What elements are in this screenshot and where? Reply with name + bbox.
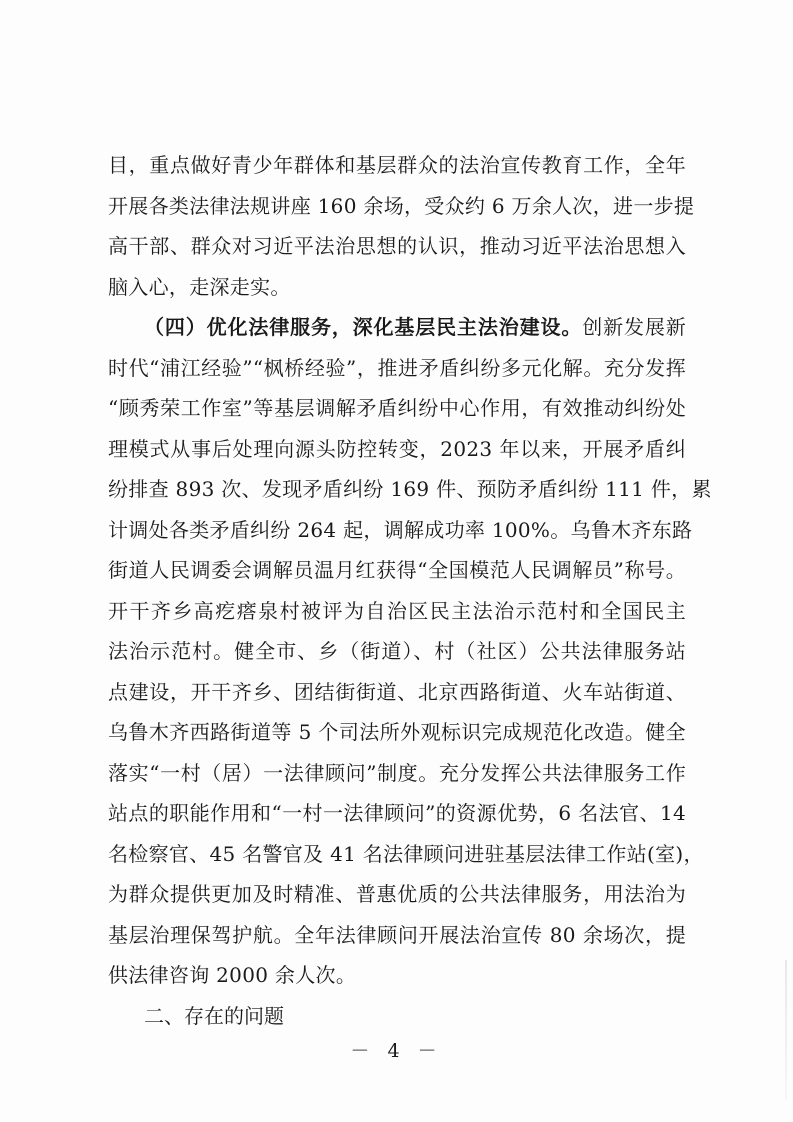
text-line: 法治示范村。健全市、乡（街道）、村（社区）公共法律服务站 xyxy=(108,639,686,663)
text-line: 点建设，开干齐乡、团结街街道、北京西路街道、火车站街道、 xyxy=(108,679,686,704)
text-line-first xyxy=(108,307,686,348)
text-line: 目，重点做好青少年群体和基层群众的法治宣传教育工作，全年 xyxy=(108,153,686,177)
text-fragment: 创新发展新 xyxy=(582,315,686,339)
scan-edge-mark xyxy=(785,960,787,1100)
text-line: 站点的职能作用和“一村一法律顾问”的资源优势，6 名法官、14 xyxy=(108,801,686,825)
text-line: 理模式从事后处理向源头防控转变，2023 年以来，开展矛盾纠 xyxy=(108,436,686,461)
text-line: 落实“一村（居）一法律顾问”制度。充分发挥公共法律服务工作 xyxy=(108,760,686,785)
text-line: 时代“浦江经验”“枫桥经验”，推进矛盾纠纷多元化解。充分发挥 xyxy=(108,355,686,380)
text-line: “顾秀荣工作室”等基层调解矛盾纠纷中心作用，有效推动纠纷处 xyxy=(108,396,686,420)
text-line: 为群众提供更加及时精准、普惠优质的公共法律服务，用法治为 xyxy=(108,882,686,906)
body-text xyxy=(108,145,712,1036)
text-line: 高干部、群众对习近平法治思想的认识，推动习近平法治思想入 xyxy=(108,234,686,258)
text-line: 名检察官、45 名警官及 41 名法律顾问进驻基层法律工作站(室)， xyxy=(108,841,704,866)
text-line: 脑入心，走深走实。 xyxy=(108,274,291,299)
text-line: 供法律咨询 2000 余人次。 xyxy=(108,963,357,987)
text-line: 开展各类法律法规讲座 160 余场，受众约 6 万余人次，进一步提 xyxy=(108,193,695,218)
page-number: － 4 － xyxy=(350,1040,443,1062)
paragraph-education xyxy=(108,145,695,307)
text-line: 乌鲁木齐西路街道等 5 个司法所外观标识完成规范化改造。健全 xyxy=(108,720,686,744)
text-line: 纷排查 893 次、发现矛盾纠纷 169 件、预防矛盾纠纷 111 件，累 xyxy=(108,477,712,501)
text-line: 基层治理保驾护航。全年法律顾问开展法治宣传 80 余场次，提 xyxy=(108,922,686,947)
section-heading: 二、存在的问题 xyxy=(144,1003,284,1028)
paragraph-legal-services xyxy=(108,307,712,996)
text-line: 开干齐乡高疙瘩泉村被评为自治区民主法治示范村和全国民主 xyxy=(108,598,686,623)
text-line: 计调处各类矛盾纠纷 264 起，调解成功率 100%。乌鲁木齐东路 xyxy=(108,517,693,542)
paragraph-heading: （四）优化法律服务，深化基层民主法治建设。 xyxy=(144,315,583,339)
text-line: 街道人民调委会调解员温月红获得“全国模范人民调解员”称号。 xyxy=(108,558,686,582)
